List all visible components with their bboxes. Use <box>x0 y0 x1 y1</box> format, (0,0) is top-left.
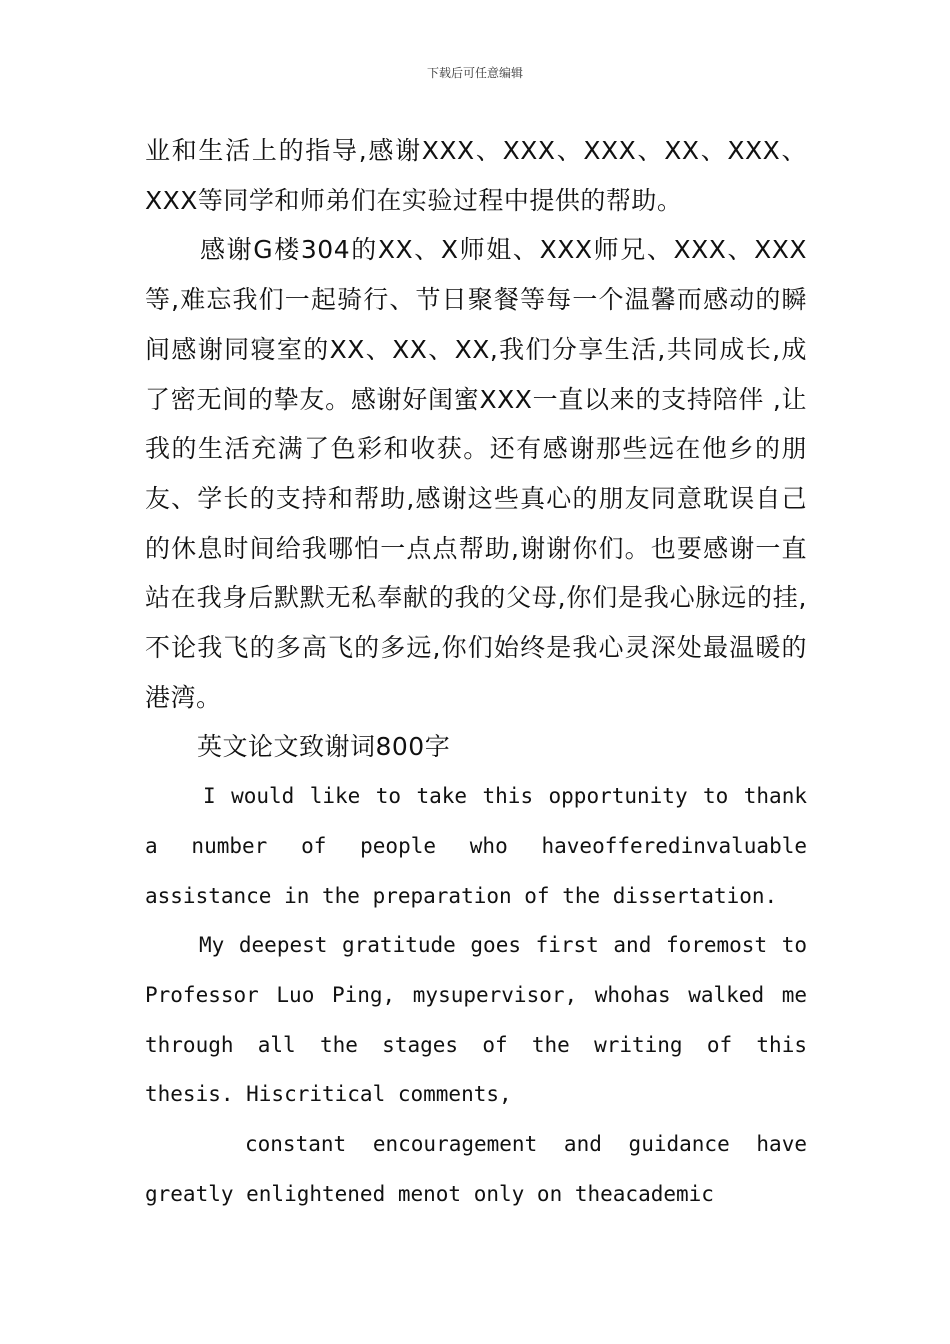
paragraph-english-intro: I would like to take this opportunity to thank a number of people who haveofferedinvaluable assistance in the preparation of the dissertation. <box>145 784 807 908</box>
paragraph-english-guidance: constant encouragement and guidance have greatly enlightened menot only on theacademic <box>145 1132 807 1206</box>
section-heading: 英文论文致谢词800字 <box>197 732 451 762</box>
paragraph-continuation: 业和生活上的指导,感谢XXX、XXX、XXX、XX、XXX、XXX等同学和师弟们在实验过程中提供的帮助。 <box>145 136 807 215</box>
page-header: 下载后可任意编辑 <box>426 66 523 80</box>
paragraph-acknowledgement-friends: 感谢G楼304的XX、X师姐、XXX师兄、XXX、XXX等,难忘我们一起骑行、节日聚餐等每一个温馨而感动的瞬间感谢同寝室的XX、XX、XX,我们分享生活,共同成长,成了密无间的挚友。感谢好闺蜜XXX一直以来的支持陪伴 ,让我的生活充满了色彩和收获。还有感谢那些远在他乡的朋友、学长的支持和帮助,感谢这些真心的朋友同意耽误自己的休息时间给我哪怕一点点帮助,谢谢你们。也要感谢一直站在我身后默默无私奉献的我的父母,你们是我心脉远的挂,不论我飞的多高飞的多远,你们始终是我心灵深处最温暖的港湾。 <box>145 235 807 712</box>
paragraph-english-gratitude: My deepest gratitude goes first and foremost to Professor Luo Ping, mysupervisor, whohas walked me through all the stages of the writing of this thesis. Hiscritical comments, <box>145 933 807 1107</box>
document-body <box>145 126 807 1219</box>
